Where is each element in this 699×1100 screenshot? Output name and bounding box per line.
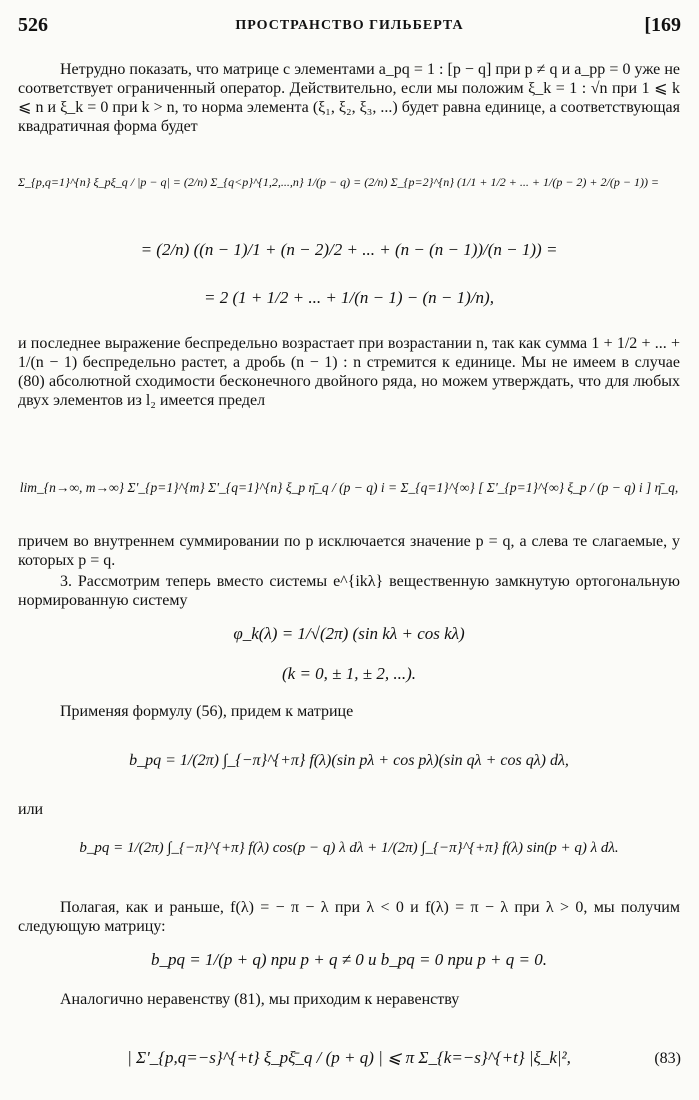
equation-7: b_pq = 1/(2π) ∫_{−π}^{+π} f(λ) cos(p − q) λ dλ + 1/(2π) ∫_{−π}^{+π} f(λ) sin(p + q) λ dλ. <box>79 840 619 856</box>
equation-9-number: (83) <box>654 1050 681 1067</box>
paragraph-1: Нетрудно показать, что матрице с элементами a_pq = 1 : [p − q] при p ≠ q и a_pp = 0 уже не соответствует ограниченный оператор. Действительно, если мы положим ξ_k = 1 : √n при 1 ⩽ k ⩽ n и ξ_k = 0 при k > n, то норма элемента (ξ₁, ξ₂, ξ₃, ...) будет равна единице, а соответствующая квадратичная форма будет <box>18 61 680 135</box>
page-number: 526 <box>18 14 48 36</box>
running-title: ПРОСТРАНСТВО ГИЛЬБЕРТА <box>235 18 464 33</box>
paragraph-2: и последнее выражение беспредельно возрастает при возрастании n, так как сумма 1 + 1/2 + ... + 1/(n − 1) беспредельно растет, а дробь (n − 1) : n стремится к единице. Мы не имеем в случае (80) абсолютной сходимости бесконечного двойного ряда, но можем утверждать, что для любых двух элементов из l₂ имеется предел <box>18 335 680 409</box>
paragraph-8: Аналогично неравенству (81), мы приходим к неравенству <box>60 991 460 1008</box>
paragraph-7: Полагая, как и раньше, f(λ) = − π − λ при λ < 0 и f(λ) = π − λ при λ > 0, мы получим следующую матрицу: <box>18 899 680 935</box>
equation-6: b_pq = 1/(2π) ∫_{−π}^{+π} f(λ)(sin pλ + cos pλ)(sin qλ + cos qλ) dλ, <box>129 752 569 769</box>
equation-1: Σ_{p,q=1}^{n} ξ_pξ_q / |p − q| = (2/n) Σ_{q<p}^{1,2,...,n} 1/(p − q) = (2/n) Σ_{p=2}^{n} (1/1 + 1/2 + ... + 1/(p − 2) + 2/(p − 1)) = <box>18 175 660 189</box>
paragraph-4: 3. Рассмотрим теперь вместо системы e^{ikλ} вещественную замкнутую ортогональную нормированную систему <box>18 573 680 609</box>
equation-5: φ_k(λ) = 1/√(2π) (sin kλ + cos kλ) <box>233 624 465 643</box>
equation-9: | Σ'_{p,q=−s}^{+t} ξ_pξ̄_q / (p + q) | ⩽ π Σ_{k=−s}^{+t} |ξ_k|², <box>127 1048 571 1067</box>
equation-5-range: (k = 0, ± 1, ± 2, ...). <box>282 664 416 683</box>
equation-2: = (2/n) ((n − 1)/1 + (n − 2)/2 + ... + (n − (n − 1))/(n − 1)) = <box>140 240 558 259</box>
equation-3: = 2 (1 + 1/2 + ... + 1/(n − 1) − (n − 1)/n), <box>204 288 494 307</box>
paragraph-6: или <box>18 801 44 818</box>
page-header <box>18 14 681 40</box>
paragraph-5: Применяя формулу (56), придем к матрице <box>60 703 354 720</box>
equation-8: b_pq = 1/(p + q) при p + q ≠ 0 и b_pq = 0 при p + q = 0. <box>151 950 547 969</box>
equation-4: lim_{n→∞, m→∞} Σ'_{p=1}^{m} Σ'_{q=1}^{n} ξ_p η̄_q / (p − q) i = Σ_{q=1}^{∞} [ Σ'_{p=1}^{∞} ξ_p / (p − q) i ] η̄_q, <box>19 480 679 495</box>
section-number: [169 <box>644 14 681 36</box>
paragraph-3: причем во внутреннем суммировании по p исключается значение p = q, а слева те слагаемые, у которых p = q. <box>18 533 681 569</box>
